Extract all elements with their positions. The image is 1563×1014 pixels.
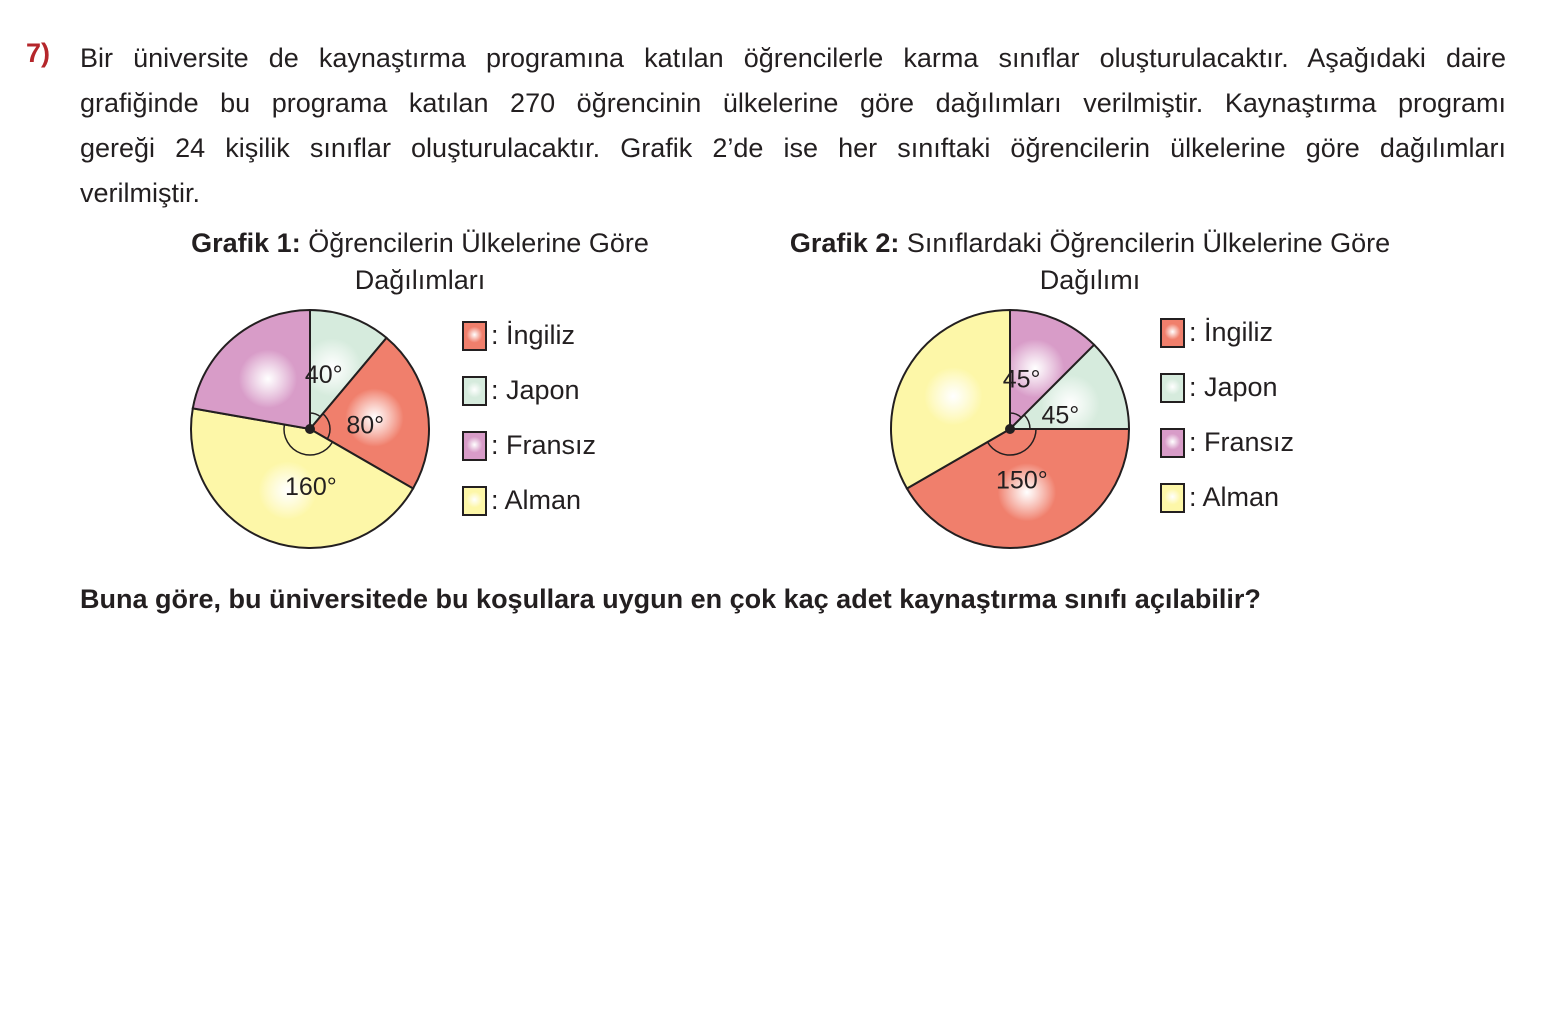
chart-1-title-text: Öğrencilerin Ülkelerine Göre — [308, 228, 649, 258]
legend-item — [1160, 470, 1294, 525]
legend-label: : Alman — [1189, 482, 1280, 512]
chart-2-legend — [1160, 305, 1294, 525]
legend-label: : Japon — [1189, 372, 1278, 402]
legend-label: : İngiliz — [491, 320, 576, 350]
legend-item — [462, 473, 596, 528]
chart-2-title-text: Sınıflardaki Öğrencilerin Ülkelerine Göre — [906, 228, 1391, 258]
slice-label: 45° — [1041, 401, 1080, 430]
stem-line-1: Bir üniversite de kaynaştırma programına katılan öğrencilerle karma sınıflar oluşturulacaktır. Aşağıdaki daire — [80, 43, 1506, 73]
legend-item — [1160, 305, 1294, 360]
legend-label: : İngiliz — [1189, 317, 1274, 347]
chart-2-pie — [880, 299, 1140, 559]
legend-swatch — [462, 321, 487, 351]
question-prompt: Buna göre, bu üniversitede bu koşullara uygun en çok kaç adet kaynaştırma sınıfı açılabilir? — [80, 584, 1261, 614]
slice-label: 160° — [285, 472, 337, 501]
stem-line-4: verilmiştir. — [80, 178, 200, 208]
stem-line-3: gereği 24 kişilik sınıflar oluşturulacaktır. Grafik 2’de ise her sınıftaki öğrencilerin ülkelerine göre dağılımları — [80, 133, 1506, 163]
legend-label: : Alman — [491, 485, 582, 515]
slice-label: 40° — [304, 360, 343, 389]
legend-swatch — [462, 486, 487, 516]
chart-2-title — [740, 225, 1440, 299]
legend-swatch — [1160, 483, 1185, 513]
slice-label: 45° — [1002, 365, 1041, 394]
slice-label: 150° — [996, 466, 1048, 495]
chart-1-legend — [462, 308, 596, 528]
slice-label: 80° — [346, 411, 385, 440]
legend-label: : Fransız — [1189, 427, 1295, 457]
legend-swatch — [1160, 428, 1185, 458]
chart-1-title-bold: Grafik 1: — [191, 228, 301, 258]
legend-swatch — [1160, 318, 1185, 348]
legend-item — [462, 363, 596, 418]
pie-slice-fransız — [193, 310, 310, 429]
pie-center-dot — [1005, 424, 1015, 434]
legend-label: : Fransız — [491, 430, 597, 460]
pie-center-dot — [305, 424, 315, 434]
legend-item — [462, 308, 596, 363]
chart-1-pie — [180, 299, 440, 559]
legend-swatch — [1160, 373, 1185, 403]
legend-item — [1160, 360, 1294, 415]
chart-1-title-line2: Dağılımları — [354, 265, 486, 295]
legend-item — [1160, 415, 1294, 470]
chart-2-title-bold: Grafik 2: — [789, 228, 900, 258]
legend-item — [462, 418, 596, 473]
legend-swatch — [462, 431, 487, 461]
question-stem — [80, 36, 1506, 216]
chart-2-title-line2: Dağılımı — [1039, 265, 1141, 295]
legend-swatch — [462, 376, 487, 406]
legend-label: : Japon — [491, 375, 580, 405]
question-number: 7) — [26, 38, 51, 68]
stem-line-2: grafiğinde bu programa katılan 270 öğrencinin ülkelerine göre dağılımları verilmiştir. Kaynaştırma programı — [80, 88, 1506, 118]
chart-1-title — [150, 225, 690, 299]
